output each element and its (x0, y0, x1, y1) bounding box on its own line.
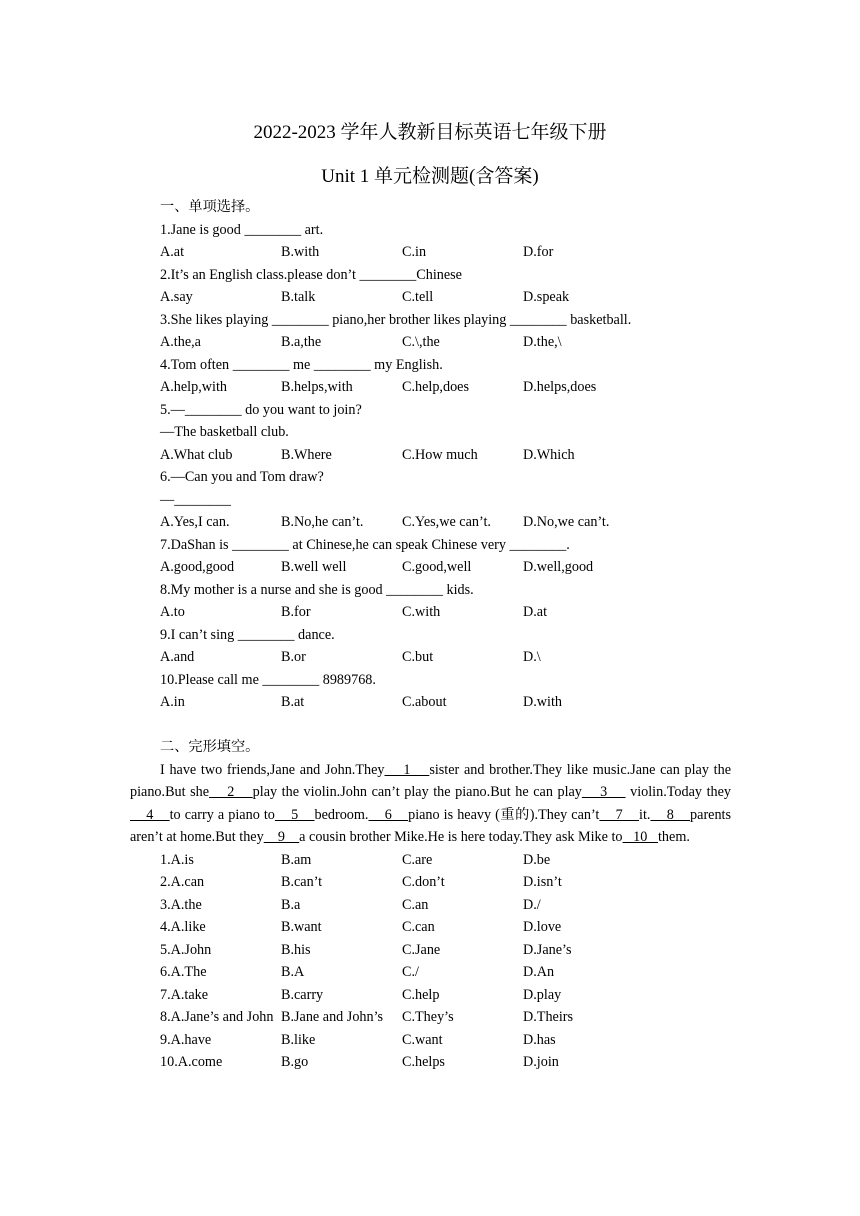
option-c: C.help (402, 986, 440, 1003)
option-c: C./ (402, 964, 419, 980)
option-d: D.play (523, 986, 562, 1003)
option-d: D.Theirs (523, 1009, 574, 1025)
options-row (160, 894, 731, 917)
multiple-choice-section (160, 219, 731, 714)
option-b: B.with (281, 244, 320, 260)
option-a: A.to (160, 604, 185, 620)
option-a: A.at (160, 244, 185, 260)
option-c: C.are (402, 851, 433, 868)
cloze-blank: 1 (384, 761, 430, 778)
option-c: C.want (402, 1031, 443, 1048)
options-row (160, 984, 731, 1007)
options-row (160, 444, 731, 467)
passage-text: violin.Today they (625, 784, 731, 800)
option-b: B.carry (281, 986, 324, 1003)
question-stem-response: —The basketball club. (160, 424, 289, 440)
option-b: B.want (281, 919, 322, 935)
option-b: B.Jane and John’s (281, 1009, 384, 1025)
option-b: B.well well (281, 559, 347, 575)
option-d: D.Jane’s (523, 941, 572, 958)
cloze-blank: 2 (209, 784, 253, 800)
question-stem: 9.I can’t sing ________ dance. (160, 626, 335, 643)
options-row (160, 556, 731, 579)
option-a: 1.A.is (160, 851, 194, 868)
option-a: A.and (160, 649, 195, 665)
section-heading: 二、完形填空。 (160, 739, 260, 755)
cloze-options-section (160, 849, 731, 1074)
passage-text: I have two friends,Jane and John.They (160, 761, 385, 778)
options-row (160, 871, 731, 894)
question-stem-response: —________ (160, 491, 231, 508)
option-b: B.for (281, 604, 311, 620)
option-c: C.good,well (402, 559, 472, 575)
option-d: D.love (523, 919, 562, 935)
cloze-blank: 8 (650, 806, 691, 823)
option-a: A.help,with (160, 379, 227, 395)
options-row (160, 961, 731, 984)
option-b: B.No,he can’t. (281, 514, 364, 530)
option-a: A.good,good (160, 559, 235, 575)
document-body (130, 196, 732, 1074)
cloze-blank: 5 (274, 806, 315, 823)
option-b: B.or (281, 649, 306, 665)
section-heading: 一、单项选择。 (160, 199, 260, 215)
cloze-blank: 6 (368, 806, 409, 823)
options-row (160, 939, 731, 962)
option-c: C.helps (402, 1054, 445, 1070)
passage-text: sister and brother.They like music.Jane can play the piano.But she (130, 761, 731, 800)
option-a: A.the,a (160, 334, 201, 350)
option-c: C.in (402, 244, 427, 260)
options-row (160, 376, 731, 399)
option-a: A.Yes,I can. (160, 514, 230, 530)
options-row (160, 646, 731, 669)
option-a: 6.A.The (160, 964, 207, 980)
option-d: D.An (523, 964, 555, 980)
question-stem: 10.Please call me ________ 8989768. (160, 671, 376, 688)
option-b: B.a,the (281, 334, 322, 350)
option-d: D.the,\ (523, 334, 562, 350)
option-c: C.How much (402, 446, 478, 463)
options-row (160, 916, 731, 939)
option-a: 10.A.come (160, 1054, 223, 1070)
cloze-blank: 3 (581, 784, 626, 800)
option-a: 7.A.take (160, 986, 209, 1003)
option-d: D.has (523, 1031, 556, 1048)
option-b: B.a (281, 896, 301, 913)
option-a: 2.A.can (160, 874, 205, 890)
options-row (160, 1029, 731, 1052)
question-stem: 1.Jane is good ________ art. (160, 221, 324, 238)
question-stem: 8.My mother is a nurse and she is good ________ kids. (160, 581, 474, 598)
option-d: D.join (523, 1054, 559, 1070)
option-a: 8.A.Jane’s and John (160, 1009, 274, 1025)
option-c: C.don’t (402, 874, 445, 890)
option-d: D./ (523, 896, 541, 913)
option-c: C.can (402, 919, 435, 935)
option-a: A.in (160, 694, 185, 710)
document-title: 2022-2023 学年人教新目标英语七年级下册 (253, 122, 607, 143)
option-b: B.A (281, 964, 305, 980)
option-d: D.with (523, 694, 563, 710)
question-stem: 6.—Can you and Tom draw? (160, 469, 324, 485)
passage-text: bedroom. (314, 806, 369, 823)
passage-text: piano is heavy (重的).They can’t (408, 806, 600, 823)
option-c: C.\,the (402, 334, 440, 350)
option-c: C.They’s (402, 1009, 454, 1025)
option-d: D.helps,does (523, 379, 597, 395)
option-d: D.No,we can’t. (523, 514, 610, 530)
cloze-blank: 9 (263, 829, 300, 845)
passage-text: it. (639, 806, 651, 823)
question-stem: 5.—________ do you want to join? (160, 401, 362, 418)
cloze-blank: 10 (622, 829, 658, 845)
options-row (160, 511, 731, 534)
option-d: D.at (523, 604, 548, 620)
options-row (160, 849, 731, 872)
passage-text: them. (657, 829, 690, 845)
cloze-blank: 4 (130, 806, 170, 823)
option-b: B.like (281, 1031, 316, 1048)
option-c: C.an (402, 896, 429, 913)
document-subtitle: Unit 1 单元检测题(含答案) (321, 166, 539, 187)
option-b: B.can’t (281, 874, 323, 890)
options-row (160, 286, 731, 309)
options-row (160, 331, 731, 354)
option-b: B.helps,with (281, 379, 353, 395)
option-d: D.for (523, 244, 554, 260)
option-a: A.say (160, 289, 193, 305)
passage-text: a cousin brother Mike.He is here today.They ask Mike to (299, 829, 623, 845)
passage-text: play the violin.John can’t play the piano.But he can play (252, 784, 582, 800)
option-b: B.his (281, 941, 311, 958)
option-c: C.with (402, 604, 441, 620)
options-row (160, 1051, 731, 1074)
option-d: D.be (523, 851, 551, 868)
option-d: D.Which (523, 446, 575, 463)
option-a: A.What club (160, 446, 233, 463)
option-b: B.go (281, 1054, 309, 1070)
question-stem: 3.She likes playing ________ piano,her brother likes playing ________ basketball. (160, 311, 632, 328)
options-row (160, 241, 731, 264)
option-c: C.Yes,we can’t. (402, 514, 491, 530)
question-stem: 7.DaShan is ________ at Chinese,he can speak Chinese very ________. (160, 536, 570, 553)
question-stem: 4.Tom often ________ me ________ my English. (160, 356, 443, 373)
option-a: 5.A.John (160, 941, 212, 958)
section-spacer (160, 714, 731, 737)
option-a: 3.A.the (160, 896, 202, 913)
option-c: C.Jane (402, 941, 441, 958)
option-a: 9.A.have (160, 1031, 212, 1048)
option-d: D.well,good (523, 559, 594, 575)
option-d: D.speak (523, 289, 570, 305)
options-row (160, 691, 731, 714)
option-b: B.Where (281, 446, 332, 463)
option-c: C.about (402, 694, 447, 710)
question-stem: 2.It’s an English class.please don’t ________Chinese (160, 266, 462, 283)
option-d: D.isn’t (523, 874, 562, 890)
options-row (160, 1006, 731, 1029)
option-c: C.help,does (402, 379, 469, 395)
cloze-blank: 7 (599, 806, 639, 823)
option-a: 4.A.like (160, 919, 206, 935)
option-b: B.talk (281, 289, 316, 305)
option-d: D.\ (523, 649, 541, 665)
option-b: B.am (281, 851, 312, 868)
passage-text: to carry a piano to (169, 806, 275, 823)
passage-text: parents aren’t at home.But they (130, 806, 732, 845)
options-row (160, 601, 731, 624)
option-c: C.tell (402, 289, 434, 305)
cloze-passage (130, 759, 731, 849)
option-c: C.but (402, 649, 434, 665)
option-b: B.at (281, 694, 305, 710)
